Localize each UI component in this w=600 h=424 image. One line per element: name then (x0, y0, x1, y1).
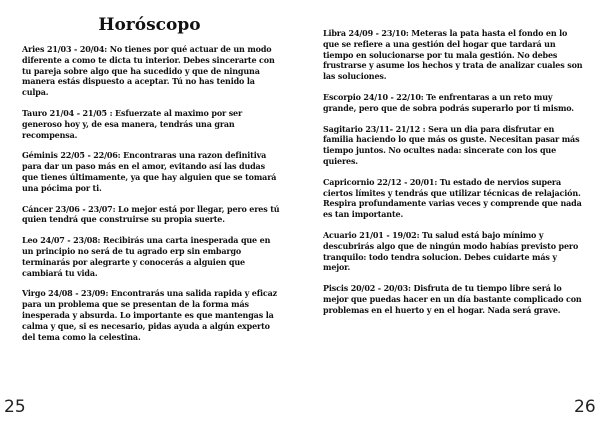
horoscope-entry-piscis: Piscis 20/02 - 20/03: Disfruta de tu tiempo libre será lo mejor que puedas hacer en un día bastante complicado con problemas en el huerto y en el hogar. Nada será grave. (323, 283, 582, 315)
horoscope-entry-acuario: Acuario 21/01 - 19/02: Tu salud está bajo mínimo y descubrirás algo que de ningún modo habías previsto pero tranquilo: todo tendra solucion. Debes cuidarte más y mejor. (323, 229, 579, 273)
page-number-right: 26 (574, 397, 596, 417)
horoscope-entry-capricornio: Capricornio 22/12 - 20/01: Tu estado de nervios supera ciertos límites y tendrás que utilizar técnicas de relajación. Respira profundamente varias veces y comprende que nada es tan importante. (323, 176, 582, 220)
horoscope-entry-cancer: Cáncer 23/06 - 23/07: Lo mejor está por llegar, pero eres tú quien tendrá que construirse su propia suerte. (22, 203, 280, 225)
page-number-left: 25 (4, 397, 26, 417)
horoscope-entry-leo: Leo 24/07 - 23/08: Recibirás una carta inesperada que en un principio no será de tu agrado erp sin embargo terminarás por alegrarte y conocerás a alguien que cambiará tu vida. (22, 235, 271, 278)
page-title: Horóscopo (98, 15, 201, 35)
horoscope-entry-virgo: Virgo 24/08 - 23/09: Encontrarás una salida rapida y eficaz para un problema que se presentan de la forma más inesperada y absurda. Lo importante es que mantengas la calma y que, si es necesario, pidas ayuda a algún experto del tema como la celestina. (22, 288, 278, 342)
horoscope-entry-tauro: Tauro 21/04 - 21/05 : Esfuerzate al maximo por ser generoso hoy y, de esa manera, tendrás una gran recompensa. (22, 107, 243, 140)
horoscope-entry-libra: Libra 24/09 - 23/10: Meteras la pata hasta el fondo en lo que se refiere a una gestión del hogar que tardará un tiempo en solucionarse por tu mala gestión. No debes frustrarse y asume los hechos y trata de analizar cuales son las soluciones. (323, 28, 583, 82)
horoscope-entry-aries: Aries 21/03 - 20/04: No tienes por qué actuar de un modo diferente a como te dicta tu interior. Debes sincerarte con tu pareja sobre algo que ha sucedido y que de ninguna manera estás dispuesto a aceptar. Tú no has tenido la culpa. (22, 44, 275, 98)
horoscope-entry-sagitario: Sagitario 23/11- 21/12 : Sera un dia para disfrutar en familia haciendo lo que más os guste. Necesitan pasar más tiempo juntos. No ocultes nada: sincerate con los que quieres. (323, 123, 580, 166)
horoscope-entry-geminis: Géminis 22/05 - 22/06: Encontraras una razon definitiva para dar un paso más en el amor, evitando así las dudas que tienes últimamente, ya que hay alguien que se tomará una pócima por ti. (22, 150, 277, 193)
left-column (22, 44, 280, 352)
horoscope-entry-escorpio: Escorpio 24/10 - 22/10: Te enfrentaras a un reto muy grande, pero que de sobra podrás superarlo por ti mismo. (323, 91, 574, 113)
right-column (323, 28, 583, 326)
